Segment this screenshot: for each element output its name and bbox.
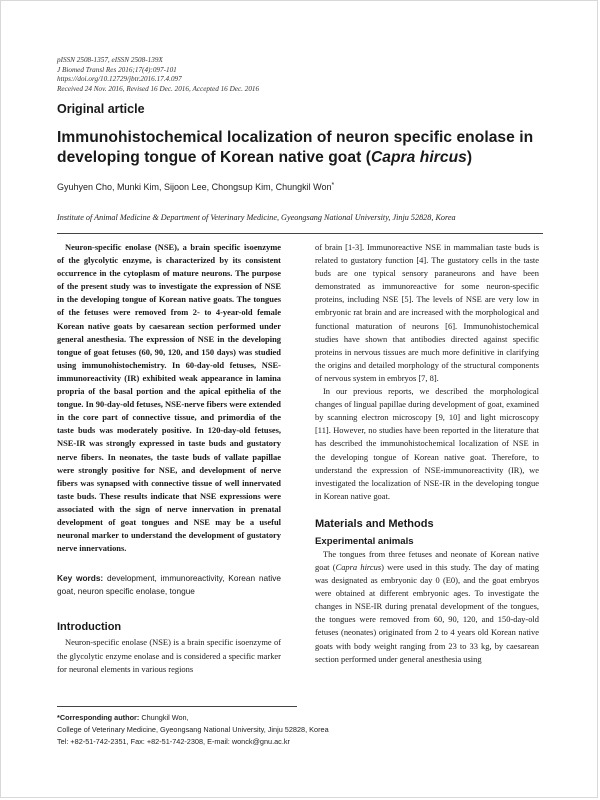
article-title [57,128,557,167]
received-dates: Received 24 Nov. 2016, Revised 16 Dec. 2016, Accepted 16 Dec. 2016 [57,84,260,93]
left-column [57,241,281,676]
methods-text-a: The tongues from three fetuses and neonate of Korean native goat ( [315,548,539,572]
abstract-text: Neuron-specific enolase (NSE), a brain specific isoenzyme of the glycolytic enzyme, is characterized by its consistent occurrence in the cytoplasm of mature neurons. The purpose of the present study was to investigate the expression of NSE in the developing tongue of Korean native goats. The tongues of the fetuses were removed from 2- to 4-year-old female Korean native goats by caesarean section performed under general anesthesia. The expression of NSE in the developing tongue of goat fetuses (60, 90, 120, and 150 days) was studied using immunohistochemistry. In 60-day-old fetuses, NSE-immunoreactivity (IR) exhibited weak appearance in lamina propria of the basal portion and the apical epithelia of the tongue. In 90-day-old fetuses, NSE-nerve fibers were extended in the core part of connective tissue, and primordia of the taste buds was moderately positive. In 120-day-old fetuses, NSE-IR was strongly expressed in taste buds and gustatory nerve fibers. In neonates, the taste buds of vallate papillae were strongly positive for NSE, and development of nerve fibers was synapsed with connective tissue of well innervated taste buds. These results indicate that NSE expressions were associated with the sign of nerve innervation in prenatal development of goat tongues and NSE may be a useful neuronal marker to understand the development of gustatory nerve innervations. [57,242,281,554]
methods-heading: Materials and Methods [315,517,434,530]
experimental-animals-heading: Experimental animals [315,535,414,547]
right-column [315,241,539,666]
corresponding-label: *Corresponding author: [57,713,140,722]
corresponding-footnote [57,712,543,748]
keywords-label: Key words: [57,573,104,584]
intro-second-paragraph: In our previous reports, we described the morphological changes of lingual papillae during development of goat, examined by scanning electron microscopy [9, 10] and light microscopy [11]. However, no studies have been reported in the literature that has described the immunohistochemical localization of NSE in the developing tongue of Korean native goat. Therefore, to understand the expression of NSE-immunoreactivity (IR), we investigated the localization of NSE-IR in the developing tongue in Korean native goat. [315,386,539,501]
corresponding-name: Chungkil Won, [139,713,189,722]
footnote-divider [57,706,297,707]
corresponding-mark: * [331,182,335,189]
title-close: ) [466,148,473,166]
introduction-paragraph: Neuron-specific enolase (NSE) is a brain specific isoenzyme of the glycolytic enzyme enolase and is considered a specific marker for neuronal elements in various regions [57,637,281,674]
author-names: Gyuhyen Cho, Munki Kim, Sijoon Lee, Chongsup Kim, Chungkil Won [57,182,332,192]
introduction-heading: Introduction [57,621,122,634]
journal-meta [57,56,537,94]
keywords [57,572,281,598]
methods-species: Capra hircus [335,561,382,572]
methods-text-b: ) were used in this study. The day of mating was designated as embryonic day 0 (E0), and the goat embryos were obtained at different embryonic ages. To investigate the changes in NSE-IR during prenatal development of the tongues, the tongues were removed from 60, 90, 120, and 150-day-old fetuses (neonates) originated from 2 to 4 years old Korean native goats with body weight ranging from 23 to 33 kg, by caesarean section performed under general anesthesia using [315,561,539,664]
affiliation: Institute of Animal Medicine & Department of Veterinary Medicine, Gyeongsang National University, Jinju 52828, Korea [57,213,456,222]
author-list [57,182,537,192]
doi-link[interactable]: https://doi.org/10.12729/jbtr.2016.17.4.097 [57,75,182,84]
methods-paragraph [315,548,539,666]
corresponding-author [57,712,543,724]
corresponding-address: College of Veterinary Medicine, Gyeongsang National University, Jinju 52828, Korea [57,725,329,734]
keywords-text: development, immunoreactivity, Korean native goat, neuron specific enolase, tongue [57,573,281,597]
header-divider [57,233,543,234]
title-species: Capra hircus [370,148,467,166]
issn-line: pISSN 2508-1357, eISSN 2508-139X [57,56,163,64]
abstract [57,241,281,555]
journal-citation: J Biomed Transl Res 2016;17(4):097-101 [57,65,177,74]
intro-continued-paragraph: of brain [1-3]. Immunoreactive NSE in mammalian taste buds is related to gustatory function [4]. The gustatory cells in the taste buds are one typical sensory paraneurons and have been demonstrated as immunoreactive for some neuron-specific proteins, including NSE [5]. The levels of NSE are very low in embryonic rat brain and are increased with the morphological and functional maturation of neurons [6]. Immunohistochemical studies have shown that antibodies directed against specific proteins in nervous tissues are much more definitive in clarifying the origins and detailed morphology of the structural components of nervous system in embryos [7, 8]. [315,242,539,383]
article-type: Original article [57,102,145,116]
corresponding-contact: Tel: +82-51-742-2351, Fax: +82-51-742-2308, E-mail: wonck@gnu.ac.kr [57,737,290,746]
title-main: Immunohistochemical localization of neuron specific enolase in developing tongue of Korean native goat ( [57,129,534,166]
